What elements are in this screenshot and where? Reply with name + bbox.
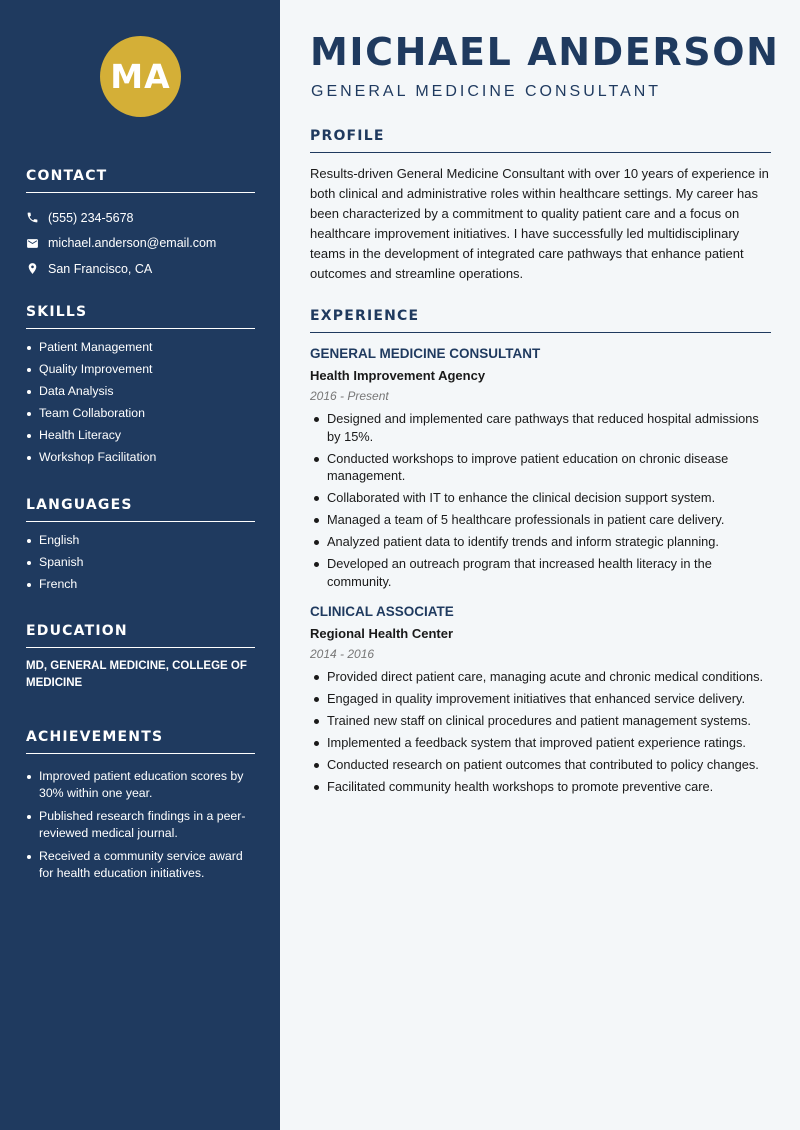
language-item: English [26, 532, 255, 549]
achievements-heading: ACHIEVEMENTS [26, 729, 255, 754]
contact-heading: CONTACT [26, 168, 255, 193]
contact-email [26, 231, 255, 257]
job-bullet: Conducted workshops to improve patient education on chronic disease management. [310, 450, 771, 485]
job-title: GENERAL MEDICINE CONSULTANT [310, 346, 541, 361]
skills-section [26, 304, 255, 471]
job-company: Health Improvement Agency [310, 368, 486, 383]
skills-heading: SKILLS [26, 304, 255, 329]
job-bullet: Managed a team of 5 healthcare professionals in patient care delivery. [310, 511, 771, 529]
job-dates: 2016 - Present [310, 389, 389, 403]
job-bullet: Collaborated with IT to enhance the clinical decision support system. [310, 489, 771, 507]
job-bullet: Facilitated community health workshops to promote preventive care. [310, 778, 771, 796]
sidebar [0, 0, 280, 1130]
job-bullet: Provided direct patient care, managing acute and chronic medical conditions. [310, 668, 771, 686]
job-company: Regional Health Center [310, 626, 454, 641]
job-bullet: Developed an outreach program that increased health literacy in the community. [310, 555, 771, 590]
job-bullet: Engaged in quality improvement initiatives that enhanced service delivery. [310, 690, 771, 708]
languages-list [26, 532, 255, 593]
achievements-list [26, 768, 255, 882]
job-bullet: Analyzed patient data to identify trends and inform strategic planning. [310, 533, 771, 551]
education-heading: EDUCATION [26, 623, 255, 648]
job-entry [310, 604, 771, 796]
main-content [280, 0, 800, 1130]
skill-item: Patient Management [26, 339, 255, 356]
contact-section [26, 168, 255, 282]
skill-item: Team Collaboration [26, 405, 255, 422]
job-dates: 2014 - 2016 [310, 647, 375, 661]
skill-item: Health Literacy [26, 427, 255, 444]
contact-location [26, 256, 255, 282]
languages-heading: LANGUAGES [26, 497, 255, 522]
experience-section [310, 308, 771, 800]
job-bullet: Implemented a feedback system that improved patient experience ratings. [310, 734, 771, 752]
contact-list [26, 205, 255, 282]
job-bullet: Trained new staff on clinical procedures and patient management systems. [310, 712, 771, 730]
language-item: Spanish [26, 554, 255, 571]
job-bullets [310, 410, 771, 590]
language-item: French [26, 576, 255, 593]
achievement-item: Received a community service award for health education initiatives. [26, 848, 255, 882]
candidate-name: MICHAEL ANDERSON [310, 30, 780, 74]
job-entry [310, 346, 771, 590]
job-bullets [310, 668, 771, 796]
achievement-item: Published research findings in a peer-reviewed medical journal. [26, 808, 255, 842]
job-title: CLINICAL ASSOCIATE [310, 604, 454, 619]
email-text[interactable]: michael.anderson@email.com [48, 236, 217, 251]
achievement-item: Improved patient education scores by 30% within one year. [26, 768, 255, 802]
job-bullet: Conducted research on patient outcomes that contributed to policy changes. [310, 756, 771, 774]
avatar-initials: MA [110, 57, 171, 96]
experience-heading: EXPERIENCE [310, 308, 771, 333]
skills-list [26, 339, 255, 466]
location-pin-icon [26, 262, 39, 275]
phone-icon [26, 211, 39, 224]
education-degree: MD, GENERAL MEDICINE, COLLEGE OF MEDICINE [26, 660, 247, 689]
achievements-section [26, 729, 255, 888]
skill-item: Workshop Facilitation [26, 449, 255, 466]
contact-phone [26, 205, 255, 231]
email-icon [26, 237, 39, 250]
profile-heading: PROFILE [310, 128, 771, 153]
profile-section [310, 128, 771, 284]
education-section [26, 623, 255, 692]
avatar [100, 36, 181, 117]
skill-item: Data Analysis [26, 383, 255, 400]
skill-item: Quality Improvement [26, 361, 255, 378]
profile-text: Results-driven General Medicine Consultant with over 10 years of experience in both clinical and administrative roles within healthcare settings. My career has been characterized by a commitment to quality patient care and a focus on healthcare improvement initiatives. I have successfully led multidisciplinary teams in the development of integrated care pathways that enhance patient outcomes and streamline operations. [310, 166, 769, 281]
candidate-title: GENERAL MEDICINE CONSULTANT [311, 83, 662, 100]
job-bullet: Designed and implemented care pathways that reduced hospital admissions by 15%. [310, 410, 771, 445]
languages-section [26, 497, 255, 598]
phone-text[interactable]: (555) 234-5678 [48, 210, 134, 225]
location-text: San Francisco, CA [48, 261, 153, 276]
